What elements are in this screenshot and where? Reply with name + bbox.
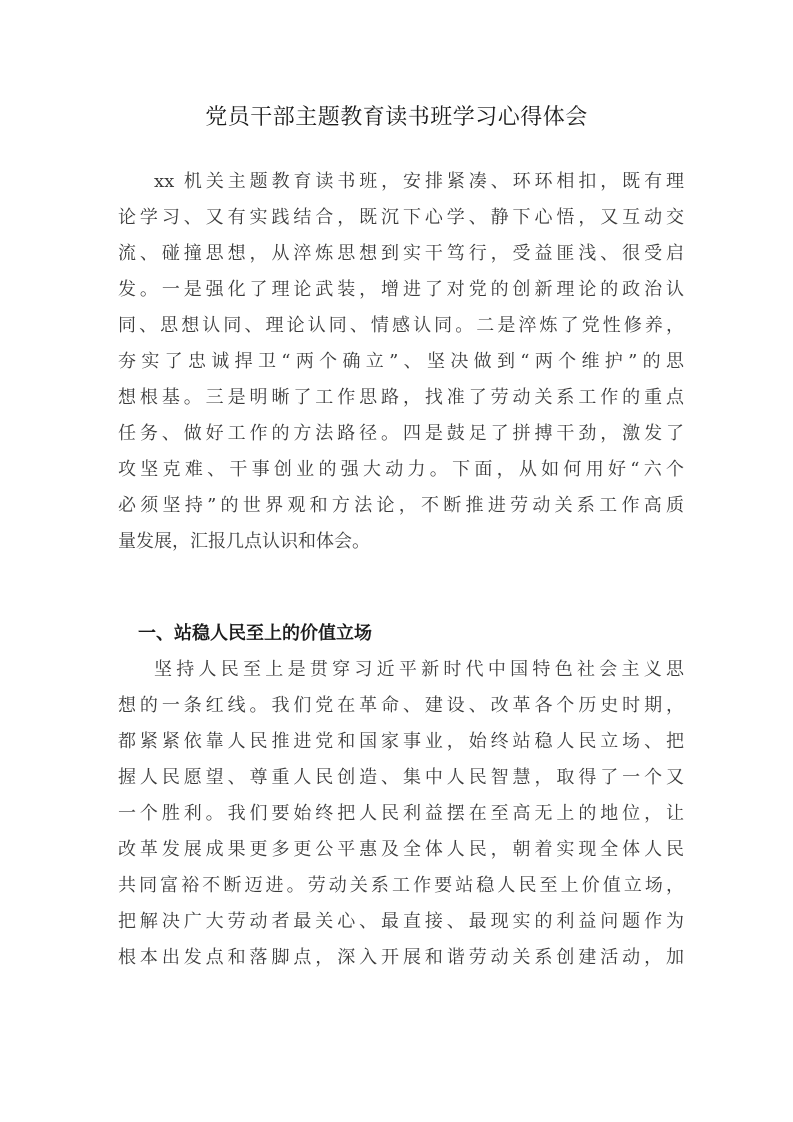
paragraph-line: 夯实了忠诚捍卫“两个确立”、坚决做到“两个维护”的思 xyxy=(118,351,684,372)
paragraph-line: 把解决广大劳动者最关心、最直接、最现实的利益问题作为 xyxy=(118,911,684,932)
paragraph-line: 根本出发点和落脚点，深入开展和谐劳动关系创建活动，加 xyxy=(118,947,684,968)
paragraph-line: 坚持人民至上是贯穿习近平新时代中国特色社会主义思 xyxy=(154,659,684,680)
section-heading: 一、站稳人民至上的价值立场 xyxy=(138,623,372,644)
paragraph-line: 都紧紧依靠人民推进党和国家事业，始终站稳人民立场、把 xyxy=(118,731,684,752)
paragraph-line: 想根基。三是明晰了工作思路，找准了劳动关系工作的重点 xyxy=(118,387,684,408)
paragraph-line: xx 机关主题教育读书班，安排紧凑、环环相扣，既有理 xyxy=(154,171,684,192)
paragraph-intro xyxy=(118,164,684,560)
paragraph-line: 握人民愿望、尊重人民创造、集中人民智慧，取得了一个又 xyxy=(118,767,684,788)
paragraph-line: 流、碰撞思想，从淬炼思想到实干笃行，受益匪浅、很受启 xyxy=(118,243,684,264)
paragraph-line: 量发展，汇报几点认识和体会。 xyxy=(118,531,370,552)
paragraph-line: 攻坚克难、干事创业的强大动力。下面，从如何用好“六个 xyxy=(118,459,684,480)
paragraph-line: 一个胜利。我们要始终把人民利益摆在至高无上的地位，让 xyxy=(118,803,684,824)
paragraph-line: 任务、做好工作的方法路径。四是鼓足了拼搏干劲，激发了 xyxy=(118,423,684,444)
paragraph-line: 发。一是强化了理论武装，增进了对党的创新理论的政治认 xyxy=(118,279,684,300)
paragraph-line: 共同富裕不断迈进。劳动关系工作要站稳人民至上价值立场， xyxy=(118,875,684,896)
paragraph-line: 必须坚持”的世界观和方法论，不断推进劳动关系工作高质 xyxy=(118,495,684,516)
paragraph-line: 论学习、又有实践结合，既沉下心学、静下心悟，又互动交 xyxy=(118,207,684,228)
paragraph-line: 想的一条红线。我们党在革命、建设、改革各个历史时期， xyxy=(118,695,684,716)
section-1 xyxy=(118,616,684,976)
paragraph-line: 同、思想认同、理论认同、情感认同。二是淬炼了党性修养， xyxy=(118,315,684,336)
document-title: 党员干部主题教育读书班学习心得体会 xyxy=(205,105,588,130)
paragraph-line: 改革发展成果更多更公平惠及全体人民，朝着实现全体人民 xyxy=(118,839,684,860)
